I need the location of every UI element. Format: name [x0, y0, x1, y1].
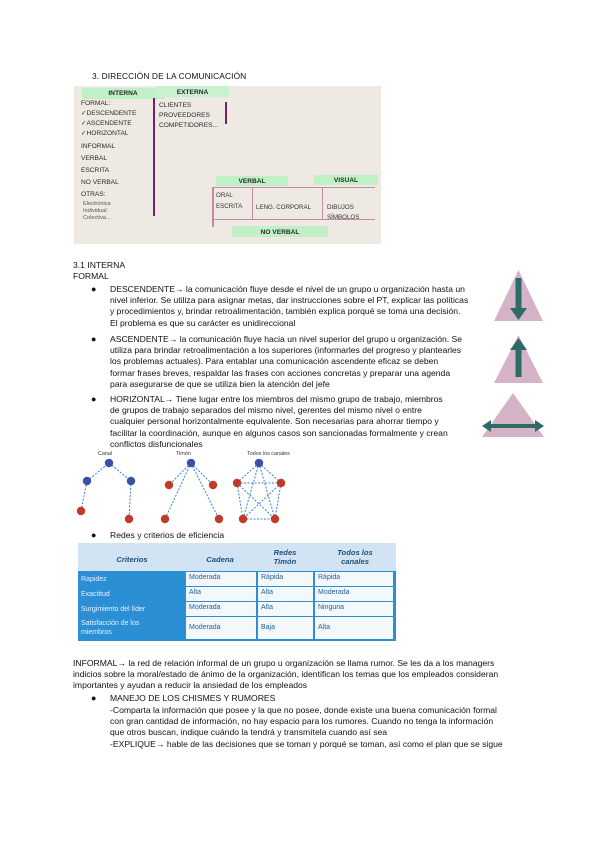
externa-label: EXTERNA — [176, 89, 209, 96]
canal-node — [127, 477, 135, 485]
externa-item: CLIENTES — [159, 102, 192, 109]
bullet-icon: ● — [91, 394, 97, 404]
network-label-timon: Timón — [176, 451, 191, 457]
interna-item: INFORMAL — [81, 143, 116, 150]
interna-divider — [153, 98, 155, 216]
table-cell: Alta — [186, 587, 256, 601]
canal-node — [105, 459, 113, 467]
arrow-head-left — [482, 420, 491, 432]
section-title: 3. DIRECCIÓN DE LA COMUNICACIÓN — [92, 71, 247, 81]
table-row-label: Rapidez — [81, 576, 107, 583]
bullet-icon: ● — [91, 693, 97, 703]
externa-divider — [225, 102, 227, 124]
timon-node — [165, 481, 173, 489]
box-border — [252, 187, 253, 219]
todos-node — [239, 515, 247, 523]
table-cell: Alta — [258, 602, 313, 616]
box-cell: SÍMBOLOS — [327, 214, 360, 221]
table-cell: Alta — [315, 617, 393, 639]
table-cell: Moderada — [186, 617, 256, 639]
manejo-paragraph: -Comparta la información que posee y la que no posee, donde existe una buena comunicación formal con gran cantidad de información, no hay espacio para los rumores. Cuando no tenga la información que otros buscan, indique cuándo la tendrá y transmítela cuando así sea -EXPLIQUE→ hable de las decisiones que se toman y porqué se toman, así como el plan que se sigue — [110, 705, 503, 749]
communication-direction-diagram — [74, 86, 381, 244]
descendente-paragraph: DESCENDENTE→ la comunicación fluye desde el nivel de un grupo u organización hasta un nivel inferior. Se utiliza para asignar metas, dar instrucciones sobre el PT, explicar las políticas y procedimientos y, brindar retroalimentación, también explica porqué se toma una decisión. El problema es que su carácter es unidireccional — [110, 284, 469, 328]
interna-item: ✓ASCENDENTE — [81, 120, 132, 127]
canal-node — [125, 515, 133, 523]
canal-edge — [81, 481, 87, 511]
table-cell: Moderada — [315, 587, 393, 601]
table-cell: Alta — [258, 587, 313, 601]
canal-edge — [109, 463, 131, 481]
verbal-label: VERBAL — [238, 178, 266, 185]
table-cell: Rápida — [315, 572, 393, 586]
interna-item: NO VERBAL — [81, 179, 119, 186]
interna-item: ✓DESCENDENTE — [81, 110, 137, 117]
box-border — [322, 187, 323, 219]
table-row-label: Satisfacción de los miembros — [81, 620, 140, 636]
table-header-cell: Todos los canales — [337, 548, 373, 566]
triangle-shape — [482, 393, 544, 437]
timon-node — [209, 481, 217, 489]
timon-edge — [169, 463, 191, 485]
todos-node — [271, 515, 279, 523]
visual-label: VISUAL — [333, 177, 359, 184]
arrow-head-right — [535, 420, 544, 432]
table-cell: Baja — [258, 617, 313, 639]
todos-node — [255, 459, 263, 467]
box-cell: ORAL — [216, 192, 233, 199]
table-header-cell: Criterios — [116, 555, 148, 564]
efficiency-table — [78, 543, 396, 641]
todos-edge — [237, 483, 275, 519]
canal-node — [77, 507, 85, 515]
section-3-1-title: 3.1 INTERNA — [73, 260, 126, 270]
ascendente-paragraph: ASCENDENTE→ la comunicación fluye hacia un nivel superior del grupo u organización. Se utiliza para brindar retroalimentación a los superiores (informarles del progreso y plantearles los problemas actuales). Para entablar una comunicación ascendente eficaz se deben formar frases breves, respaldar las frases con acciones concretas y preparar una agenda para asegurarse de que se utiliza bien la atención del jefe — [110, 334, 463, 389]
formal-title: FORMAL — [73, 271, 109, 281]
network-graph-svg — [73, 459, 298, 529]
box-cell: LENG. CORPORAL — [256, 204, 312, 211]
interna-item: ESCRITA — [81, 167, 110, 174]
canal-node — [83, 477, 91, 485]
manejo-title: MANEJO DE LOS CHISMES Y RUMORES — [110, 693, 276, 703]
informal-paragraph: INFORMAL→ la red de relación informal de un grupo u organización se llama rumor. Se les da a los managers indicios sobre la moral/estado de ánimo de la organización, identifican los temas que los empleados consideran importantes y ayudan a reducir la ansiedad de los empleados — [73, 658, 499, 691]
todos-edge — [243, 483, 281, 519]
check-icon: ✓ — [81, 110, 87, 117]
canal-edge — [87, 463, 109, 481]
todos-node — [233, 479, 241, 487]
interna-item: OTRAS: — [81, 191, 106, 198]
box-cell: ESCRITA — [216, 203, 243, 210]
externa-item: COMPETIDORES... — [159, 122, 218, 129]
ascendente-triangle-icon — [491, 333, 546, 385]
interna-subitem: Electrónica — [83, 201, 111, 207]
table-row-label: Surgimiento del líder — [81, 606, 146, 613]
box-cell: DIBUJOS — [327, 204, 354, 211]
network-label-canal: Canal — [98, 451, 113, 457]
check-icon: ✓ — [81, 130, 87, 137]
bullet-icon: ● — [91, 334, 97, 344]
descendente-triangle-icon — [491, 268, 546, 323]
noverbal-label: NO VERBAL — [260, 229, 300, 236]
interna-subitem: Individual — [83, 208, 107, 214]
interna-subitem: Colectiva... — [83, 215, 111, 221]
table-cell: Rápida — [258, 572, 313, 586]
horizontal-paragraph: HORIZONTAL→ Tiene lugar entre los miembros del mismo grupo de trabajo, miembros de grupos de trabajo separados del mismo nivel, gerentes del mismo nivel o entre cualquier personal horizontalmente equivalente. Son necesarias para ahorrar tiempo y facilitar la coordinación, aunque en algunos casos son sancionadas formalmente y crean conflictos disfuncionales — [110, 394, 448, 449]
box-border — [212, 187, 375, 188]
arrow-head-up — [510, 338, 527, 350]
timon-edge — [165, 463, 191, 519]
redes-bullet-text: Redes y criterios de eficiencia — [110, 530, 225, 540]
interna-item: ✓HORIZONTAL — [81, 130, 129, 137]
interna-label: INTERNA — [108, 90, 138, 97]
interna-item: VERBAL — [81, 155, 108, 162]
bullet-icon: ● — [91, 284, 97, 294]
timon-edge — [191, 463, 213, 485]
table-cell: Moderada — [186, 602, 256, 616]
canal-edge — [129, 481, 131, 519]
table-cell: Ninguna — [315, 602, 393, 616]
table-header-cell: Cadena — [206, 555, 234, 564]
table-row-label: Exactitud — [81, 591, 110, 598]
timon-node — [187, 459, 195, 467]
bullet-icon: ● — [91, 530, 97, 540]
check-icon: ✓ — [81, 120, 87, 127]
timon-edge — [191, 463, 219, 519]
timon-node — [161, 515, 169, 523]
table-header-cell: Redes Timón — [273, 548, 297, 566]
interna-item: FORMAL: — [81, 100, 111, 107]
timon-node — [215, 515, 223, 523]
box-border — [212, 187, 214, 227]
network-label-todos: Todos los canales — [247, 451, 290, 457]
externa-item: PROVEEDORES — [159, 112, 210, 119]
todos-node — [277, 479, 285, 487]
network-diagrams — [73, 451, 298, 529]
table-cell: Moderada — [186, 572, 256, 586]
horizontal-triangle-icon — [478, 391, 548, 439]
